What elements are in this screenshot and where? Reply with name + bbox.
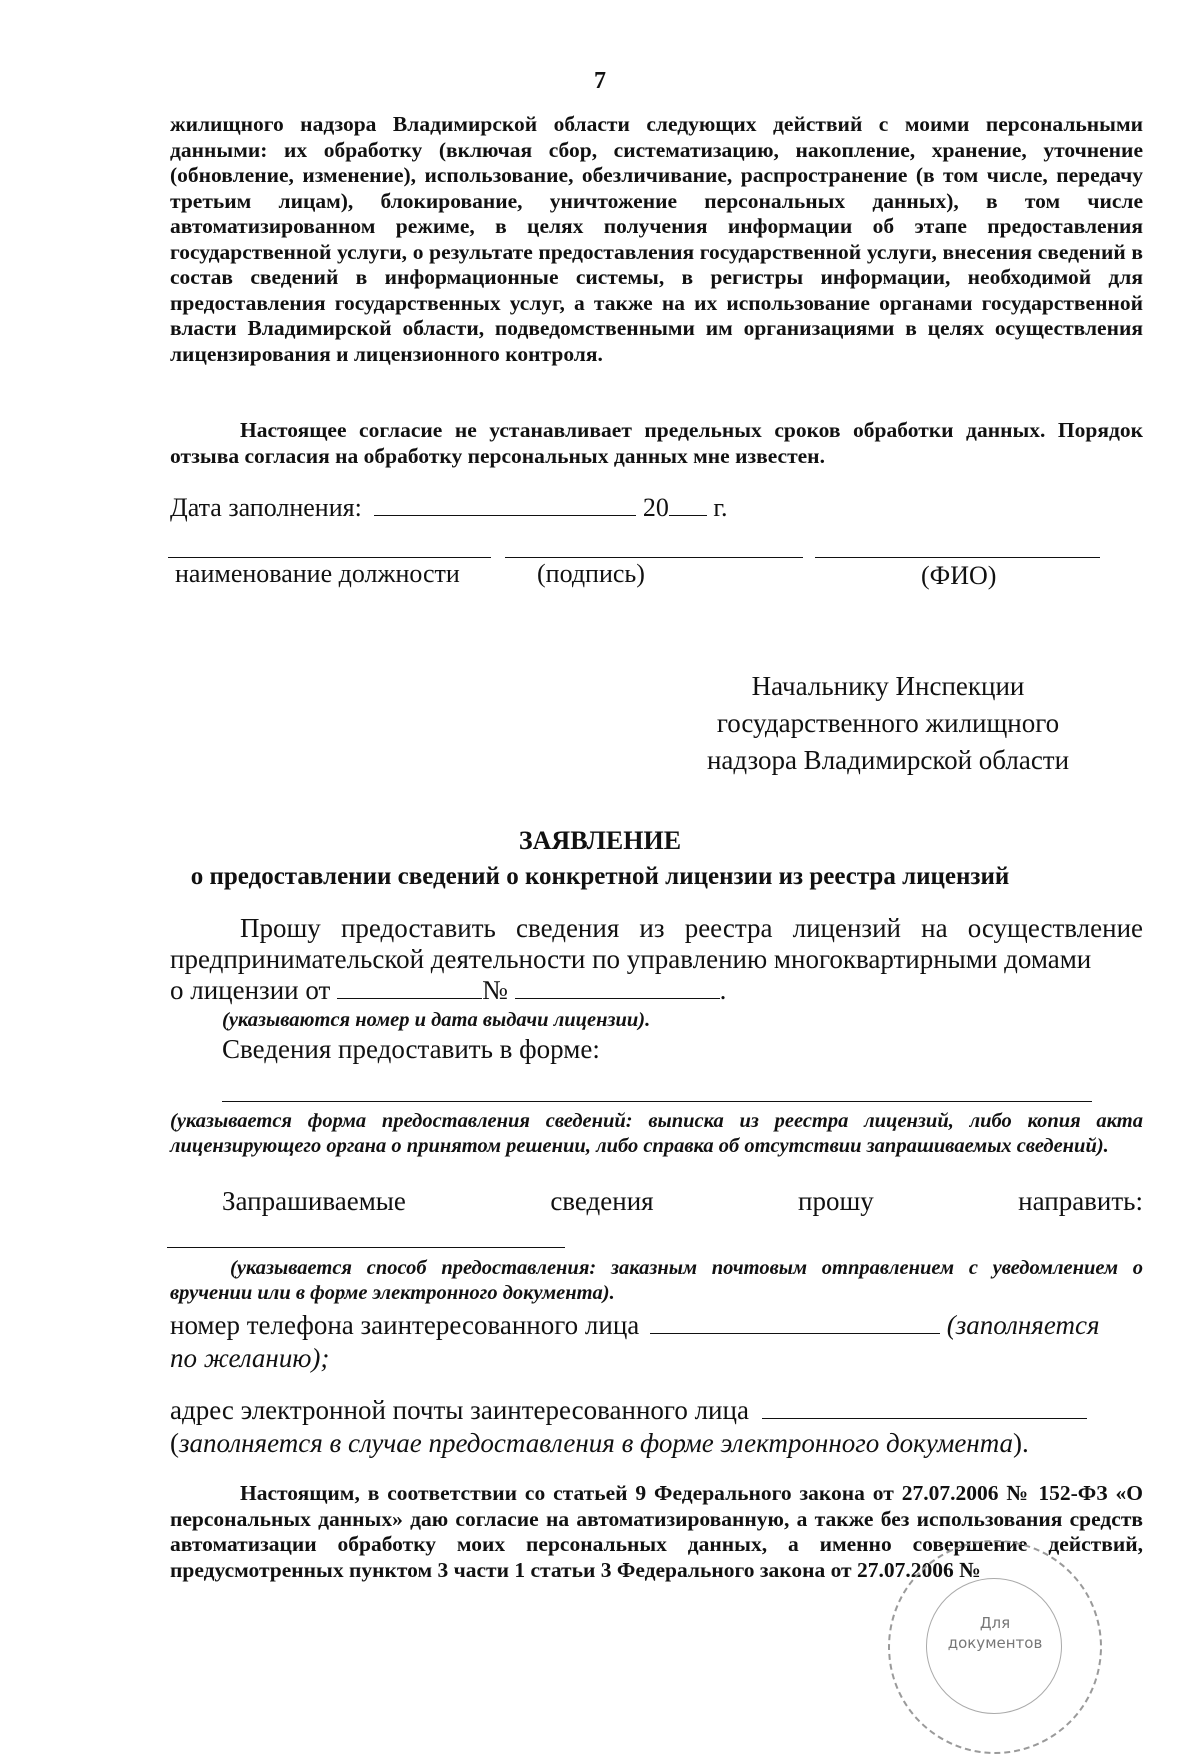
license-row — [170, 975, 726, 1006]
email-note: заполняется в случае предоставления в форме электронного документа — [179, 1428, 1014, 1458]
phone-note-line-2: по желанию); — [170, 1343, 330, 1373]
fill-date-year-prefix: 20 — [642, 493, 669, 522]
stamp-text-line-2: документов — [947, 1634, 1043, 1652]
position-label: наименование должности — [175, 559, 460, 588]
email-row — [170, 1395, 1087, 1426]
phone-label: номер телефона заинтересованного лица — [170, 1310, 640, 1340]
license-date-blank[interactable] — [337, 998, 482, 999]
document-title: ЗАЯВЛЕНИЕ — [518, 826, 682, 855]
send-method-blank-line[interactable] — [167, 1247, 565, 1248]
page-number: 7 — [594, 68, 606, 94]
license-number-blank[interactable] — [515, 998, 720, 999]
addressee-line-1: Начальнику Инспекции — [751, 671, 1025, 701]
send-word-3: прошу — [798, 1186, 874, 1216]
phone-note: заполняется — [955, 1310, 1100, 1340]
consent-paragraph-continued: жилищного надзора Владимирской области следующих действий с моими персональными данными: их обработку (включая сбор, систематизацию, накопление, хранение, уточнение (обновление, изменение), использование, обезличивание, распространение (в том числе, передачу третьим лицам), блокирование, уничтожение персональных данных), в том числе автоматизированном режиме, в целях получения информации об этапе предоставления государственной услуги, о результате предоставления государственной услуги, внесения сведений в состав сведений в информационные системы, в регистры информации, необходимой для предоставления государственных услуг, а также на их использование органами государственной власти Владимирской области, подведомственными им организациями в целях осуществления лицензирования и лицензионного контроля. — [170, 112, 1143, 366]
send-hint: (указывается способ предоставления: заказным почтовым отправлением с уведомлением о вручении или в форме электронного документа). — [170, 1257, 1143, 1304]
official-stamp — [888, 1540, 1102, 1754]
consent-term-paragraph: Настоящее согласие не устанавливает предельных сроков обработки данных. Порядок отзыва согласия на обработку персональных данных мне известен. — [170, 418, 1143, 468]
phone-note-open: ( — [946, 1310, 956, 1340]
addressee-line-2: государственного жилищного — [716, 708, 1060, 738]
email-blank[interactable] — [762, 1418, 1087, 1419]
document-subtitle: о предоставлении сведений о конкретной лицензии из реестра лицензий — [190, 863, 1010, 890]
license-hint: (указываются номер и дата выдачи лицензии). — [222, 1009, 651, 1031]
fill-date-year-blank[interactable] — [669, 515, 707, 516]
form-label: Сведения предоставить в форме: — [222, 1034, 600, 1064]
email-note-close: ). — [1013, 1428, 1029, 1458]
fill-date-row — [170, 493, 728, 523]
license-period: . — [719, 975, 727, 1005]
number-sign: № — [482, 975, 508, 1005]
stamp-text-line-1: Для — [979, 1614, 1011, 1632]
form-blank-line[interactable] — [222, 1101, 1092, 1102]
send-word-1: Запрашиваемые — [222, 1186, 406, 1216]
consent-final-paragraph: Настоящим, в соответствии со статьей 9 Федерального закона от 27.07.2006 № 152-ФЗ «О персональных данных» даю согласие на автоматизированную, а также без использования средств автоматизации обработку моих персональных данных, а именно совершение действий, предусмотренных пунктом 3 части 1 статьи 3 Федерального закона от 27.07.2006 № — [170, 1481, 1143, 1582]
form-hint: (указывается форма предоставления сведений: выписка из реестра лицензий, либо копия акта лицензирующего органа о принятом решении, либо справка об отсутствии запрашиваемых сведений). — [170, 1110, 1143, 1157]
fill-date-day-month-blank[interactable] — [374, 515, 636, 516]
addressee-block — [658, 668, 1118, 779]
addressee-line-3: надзора Владимирской области — [706, 745, 1070, 775]
send-word-2: сведения — [550, 1186, 654, 1216]
fill-date-label: Дата заполнения: — [170, 493, 362, 522]
email-label: адрес электронной почты заинтересованного лица — [170, 1395, 749, 1425]
name-label: (ФИО) — [921, 561, 997, 590]
position-line[interactable] — [168, 557, 491, 558]
send-word-4: направить: — [1018, 1186, 1143, 1216]
email-note-row — [170, 1428, 1029, 1459]
signature-line[interactable] — [505, 557, 803, 558]
phone-row — [170, 1310, 1143, 1341]
phone-blank[interactable] — [650, 1333, 940, 1334]
name-line[interactable] — [815, 557, 1100, 558]
signature-label: (подпись) — [537, 559, 645, 588]
request-paragraph: Прошу предоставить сведения из реестра лицензий на осуществление предпринимательской деятельности по управлению многоквартирными домами — [170, 913, 1143, 974]
license-from-label: о лицензии от — [170, 975, 331, 1005]
send-request-row — [222, 1186, 1143, 1217]
email-note-open: ( — [170, 1428, 179, 1458]
fill-date-year-suffix: г. — [713, 493, 728, 522]
